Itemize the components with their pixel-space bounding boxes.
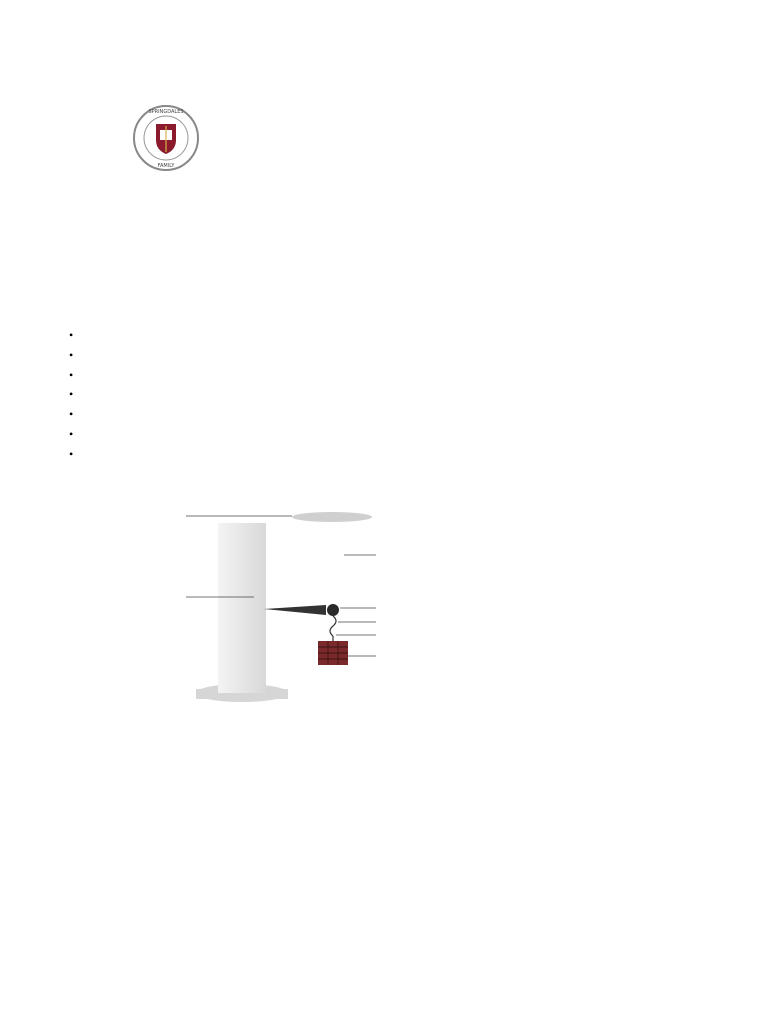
list-item: •: [69, 426, 74, 441]
list-item: •: [69, 446, 74, 461]
school-crest-logo: [132, 104, 200, 172]
list-item: •: [69, 347, 74, 362]
apparatus-list: [47, 326, 93, 465]
list-item: •: [69, 328, 74, 342]
pointer: [264, 605, 326, 615]
rigid-support: [292, 512, 372, 522]
svg-text:FAMILY: FAMILY: [157, 163, 175, 169]
formula-block: [114, 814, 234, 864]
svg-text:SPRINGDALES: SPRINGDALES: [148, 109, 184, 115]
pointer-knob: [327, 604, 339, 616]
list-item: •: [69, 387, 74, 402]
slotted-weights: [318, 641, 348, 665]
vertical-scale: [218, 523, 266, 693]
list-item: •: [69, 407, 74, 422]
spring-diagram: [104, 503, 484, 729]
hook: [330, 616, 336, 636]
list-item: •: [69, 367, 74, 382]
